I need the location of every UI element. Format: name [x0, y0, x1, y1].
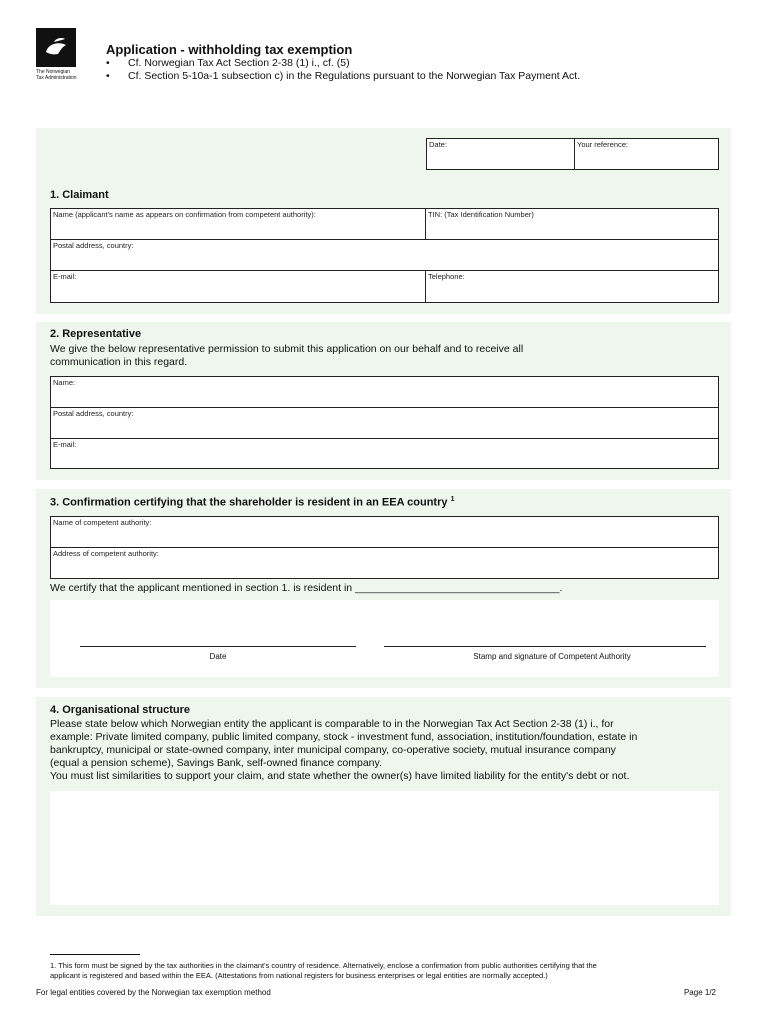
logo-mark-icon [36, 28, 76, 67]
legal-references [106, 57, 580, 83]
organisational-structure-text: Please state below which Norwegian entity the applicant is comparable to in the Norwegian Tax Act Section 2-38 (1) i., for example: Private limited company, public limited company, stock - investment fund, association, institution/foundation, estate in bankruptcy, municipal or state-owned company, inter municipal company, co-operative society, mutual insurance company (equal a pension scheme), Savings Bank, self-owned finance company. You must list similarities to support your claim, and state whether the owner(s) have limited liability for the entity's debt or not. [50, 718, 638, 782]
tax-administration-logo [36, 28, 76, 67]
section-3-heading: 3. Confirmation certifying that the shareholder is resident in an EEA country $^1$ [50, 496, 455, 509]
representative-panel [36, 322, 731, 480]
authority-address-row [50, 547, 719, 579]
claimant-email-field[interactable]: E-mail: [53, 272, 77, 281]
page-number: Page 1/2 [683, 988, 716, 997]
legal-reference-1: • Cf. Norwegian Tax Act Section 2-38 (1) i., cf. (5) [106, 57, 580, 70]
legal-reference-2: • Cf. Section 5-10a-1 subsection c) in the Regulations pursuant to the Norwegian Tax Payment Act. [106, 70, 580, 83]
authority-address-field[interactable]: Address of competent authority: [53, 549, 159, 558]
representative-email-field[interactable]: E-mail: [53, 440, 77, 449]
authority-name-field[interactable]: Name of competent authority: [53, 518, 152, 527]
footnote: 1. This form must be signed by the tax authorities in the claimant's country of residence. Alternatively, enclose a confirmation from public authorities certifying that the applicant is registered and based within the EEA. (Attestations from national registers for business enterprises or legal entities are normally accepted.) [50, 961, 597, 980]
certify-statement: We certify that the applicant mentioned in section 1. is resident in ___________________________________. [50, 582, 563, 594]
claimant-postal-field[interactable]: Postal address, country: [53, 241, 134, 250]
representative-postal-field[interactable]: Postal address, country: [53, 409, 134, 418]
authority-name-row [50, 516, 719, 548]
organisational-structure-input[interactable] [50, 791, 719, 905]
claimant-postal-row [50, 239, 719, 271]
representative-text: We give the below representative permission to submit this application on our behalf and to receive all communication in this regard. [50, 343, 524, 368]
representative-name-field[interactable]: Name: [53, 378, 76, 387]
claimant-name-field[interactable]: Name (applicant's name as appears on confirmation from competent authority): [53, 210, 316, 219]
stamp-signature-caption: Stamp and signature of Competent Authority [473, 652, 631, 661]
claimant-tin-field[interactable]: TIN: (Tax Identification Number) [428, 210, 534, 219]
claimant-name-row [50, 208, 719, 240]
footnote-divider [50, 954, 140, 955]
claimant-telephone-field[interactable]: Telephone: [428, 272, 465, 281]
section-1-heading: 1. Claimant [50, 189, 109, 201]
date-caption: Date [209, 652, 227, 661]
organisational-structure-panel [36, 697, 731, 916]
representative-name-row [50, 376, 719, 408]
date-reference-box [426, 138, 719, 170]
section-2-heading: 2. Representative [50, 328, 142, 340]
representative-postal-row [50, 407, 719, 439]
confirmation-panel [36, 489, 731, 688]
claimant-panel [36, 128, 731, 314]
representative-email-row [50, 438, 719, 469]
claimant-contact-row [50, 270, 719, 303]
org-name: The Norwegian Tax Administration [36, 69, 77, 81]
date-field[interactable]: Date: [429, 140, 447, 149]
your-reference-field[interactable]: Your reference: [577, 140, 629, 149]
section-4-heading: 4. Organisational structure [50, 704, 190, 716]
footer-note: For legal entities covered by the Norwegian tax exemption method [36, 988, 271, 997]
page-title: Application - withholding tax exemption [106, 42, 353, 57]
signature-area[interactable] [50, 600, 719, 677]
